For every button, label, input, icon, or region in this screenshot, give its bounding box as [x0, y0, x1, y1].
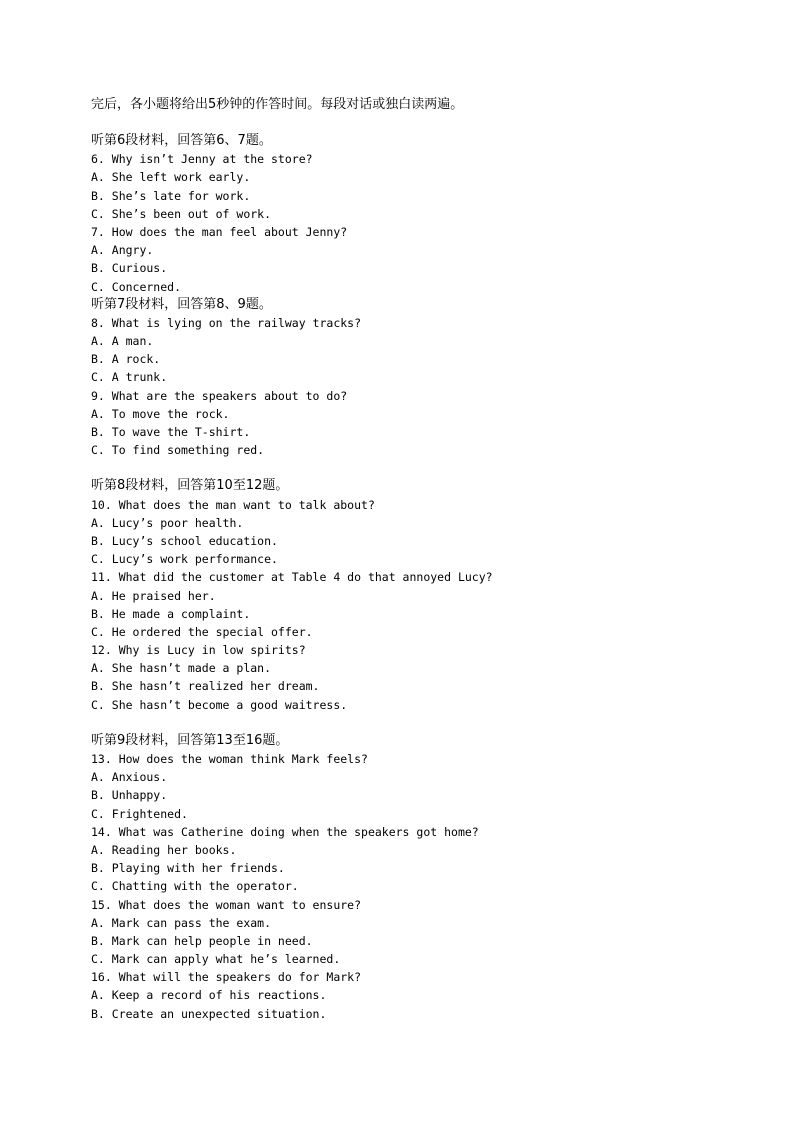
answer-option: A. Anxious. — [91, 770, 168, 785]
question-text: 8. What is lying on the railway tracks? — [91, 315, 362, 330]
question-text: 13. How does the woman think Mark feels? — [91, 752, 368, 766]
question-text: 16. What will the speakers do for Mark? — [91, 970, 362, 985]
answer-option: B. Mark can help people in need. — [91, 933, 313, 948]
answer-option: A. She left work early. — [91, 170, 251, 185]
answer-option: B. She’s late for work. — [91, 188, 251, 203]
answer-option: A. She hasn’t made a plan. — [91, 661, 272, 676]
answer-option: C. She hasn’t become a good waitress. — [91, 697, 348, 712]
answer-option: B. He made a complaint. — [91, 606, 251, 621]
answer-option: B. Create an unexpected situation. — [91, 1006, 327, 1021]
section-heading: 听第9段材料，回答第13至16题。 — [91, 732, 289, 748]
answer-option: C. Frightened. — [91, 806, 188, 821]
answer-option: C. He ordered the special offer. — [91, 624, 313, 639]
question-text: 10. What does the man want to talk about? — [91, 497, 375, 512]
answer-option: C. To find something red. — [91, 443, 265, 458]
answer-option: C. Chatting with the operator. — [91, 879, 299, 894]
answer-option: C. Concerned. — [91, 279, 182, 294]
answer-option: A. Reading her books. — [91, 842, 237, 857]
answer-option: C. A trunk. — [91, 370, 168, 385]
section-heading: 听第8段材料，回答第10至12题。 — [91, 478, 289, 494]
answer-option: B. Playing with her friends. — [91, 861, 285, 876]
answer-option: B. Lucy’s school education. — [91, 533, 278, 548]
question-text: 9. What are the speakers about to do? — [91, 388, 348, 403]
answer-option: A. A man. — [91, 334, 154, 349]
answer-option: A. Keep a record of his reactions. — [91, 988, 327, 1003]
question-text: 7. How does the man feel about Jenny? — [91, 224, 348, 239]
answer-option: B. Curious. — [91, 261, 168, 276]
question-text: 6. Why isn’t Jenny at the store? — [91, 152, 313, 167]
section-material-7 — [91, 296, 771, 460]
answer-option: B. She hasn’t realized her dream. — [91, 679, 320, 694]
section-heading: 听第6段材料，回答第6、7题。 — [91, 133, 272, 148]
intro-instructions: 完后，各小题将给出5秒钟的作答时间。每段对话或独白读两遍。 — [91, 97, 464, 112]
question-text: 14. What was Catherine doing when the speakers got home? — [91, 824, 479, 839]
document-page — [91, 96, 771, 1041]
answer-option: C. Lucy’s work performance. — [91, 552, 278, 567]
answer-option: A. He praised her. — [91, 588, 216, 603]
answer-option: C. She’s been out of work. — [91, 206, 272, 221]
section-material-9 — [91, 732, 771, 1023]
section-material-8 — [91, 477, 771, 713]
answer-option: A. Lucy’s poor health. — [91, 515, 244, 530]
answer-option: C. Mark can apply what he’s learned. — [91, 952, 341, 967]
section-heading: 听第7段材料，回答第8、9题。 — [91, 296, 272, 312]
question-text: 11. What did the customer at Table 4 do that annoyed Lucy? — [91, 570, 493, 585]
answer-option: B. To wave the T-shirt. — [91, 425, 251, 439]
answer-option: B. A rock. — [91, 352, 161, 367]
answer-option: A. Mark can pass the exam. — [91, 915, 272, 930]
section-material-6 — [91, 132, 771, 296]
answer-option: B. Unhappy. — [91, 788, 168, 803]
answer-option: A. To move the rock. — [91, 406, 230, 421]
question-text: 12. Why is Lucy in low spirits? — [91, 643, 306, 658]
question-text: 15. What does the woman want to ensure? — [91, 897, 362, 912]
answer-option: A. Angry. — [91, 243, 154, 258]
